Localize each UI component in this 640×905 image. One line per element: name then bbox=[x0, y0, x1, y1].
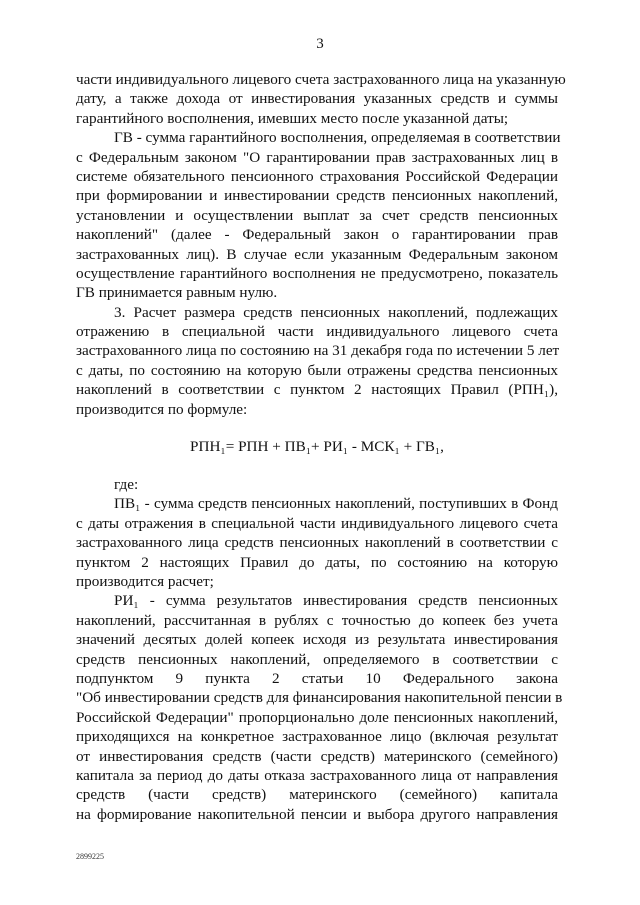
text-line: застрахованных лиц). В случае если указанным Федеральным законом bbox=[76, 245, 558, 263]
document-body bbox=[76, 70, 566, 824]
text-line: с даты отражения в специальной части индивидуального лицевого счета bbox=[76, 514, 558, 532]
text-line: средств (части средств) материнского (семейного) капитала bbox=[76, 786, 558, 804]
text-line: осуществление гарантийного восполнения не предусмотрено, показатель bbox=[76, 264, 558, 282]
footer-code: 2899225 bbox=[76, 852, 104, 861]
text-line: Российской Федерации" пропорционально доле пенсионных накоплений, bbox=[76, 708, 558, 726]
text-line: где: bbox=[114, 476, 139, 494]
text-line: при формировании и инвестировании средств пенсионных накоплений, bbox=[76, 187, 558, 205]
text-line: накоплений" (далее - Федеральный закон о гарантировании прав bbox=[76, 226, 558, 244]
text-block-a bbox=[76, 70, 566, 419]
text-line: значений десятых долей копеек исходя из результата инвестирования bbox=[76, 631, 558, 649]
text-line: 3. Расчет размера средств пенсионных накоплений, подлежащих bbox=[114, 303, 558, 321]
text-line: ГВ принимается равным нулю. bbox=[76, 284, 278, 302]
text-line: застрахованного лица по состоянию на 31 декабря года по истечении 5 лет bbox=[76, 342, 560, 360]
text-line: подпунктом 9 пункта 2 статьи 10 Федерального закона bbox=[76, 669, 558, 687]
text-line: от инвестирования средств (части средств) материнского (семейного) bbox=[76, 747, 558, 765]
text-line: застрахованного лица средств пенсионных накоплений в соответствии с bbox=[76, 534, 558, 552]
text-block-b bbox=[76, 475, 563, 824]
text-line: с Федеральным законом "О гарантировании прав застрахованных лиц в bbox=[76, 148, 558, 166]
text-line: гарантийного восполнения, имевших место после указанной даты; bbox=[76, 109, 509, 127]
text-line: отражению в специальной части индивидуального лицевого счета bbox=[76, 323, 558, 341]
text-line: ПВ₁ - сумма средств пенсионных накоплений, поступивших в Фонд bbox=[114, 495, 558, 513]
text-line: производится расчет; bbox=[76, 572, 214, 590]
text-line: накоплений, рассчитанная в рублях с точностью до копеек без учета bbox=[76, 611, 558, 629]
text-line: ГВ - сумма гарантийного восполнения, определяемая в соответствии bbox=[114, 129, 561, 147]
formula: РПН₁= РПН + ПВ₁+ РИ₁ - МСК₁ + ГВ₁, bbox=[190, 438, 444, 456]
text-line: установлении и осуществлении выплат за счет средств пенсионных bbox=[76, 206, 558, 224]
page-number: 3 bbox=[316, 36, 324, 52]
text-line: РИ₁ - сумма результатов инвестирования средств пенсионных bbox=[114, 592, 558, 610]
text-line: на формирование накопительной пенсии и выбора другого направления bbox=[76, 805, 558, 823]
text-line: с даты, по состоянию на которую были отражены средства пенсионных bbox=[76, 361, 558, 379]
text-line: производится по формуле: bbox=[76, 400, 248, 418]
text-line: пунктом 2 настоящих Правил до даты, по состоянию на которую bbox=[76, 553, 558, 571]
text-line: капитала за период до даты отказа застрахованного лица от направления bbox=[76, 766, 558, 784]
text-line: "Об инвестировании средств для финансирования накопительной пенсии в bbox=[76, 689, 563, 707]
text-line: накоплений в соответствии с пунктом 2 настоящих Правил (РПН₁), bbox=[76, 381, 558, 399]
text-line: части индивидуального лицевого счета застрахованного лица на указанную bbox=[76, 71, 566, 88]
text-line: приходящихся на конкретное застрахованное лицо (включая результат bbox=[76, 728, 558, 746]
text-line: средств пенсионных накоплений, определяемого в соответствии с bbox=[76, 650, 558, 668]
text-line: дату, а также дохода от инвестирования указанных средств и суммы bbox=[76, 90, 558, 108]
text-line: системе обязательного пенсионного страхования Российской Федерации bbox=[76, 167, 558, 185]
